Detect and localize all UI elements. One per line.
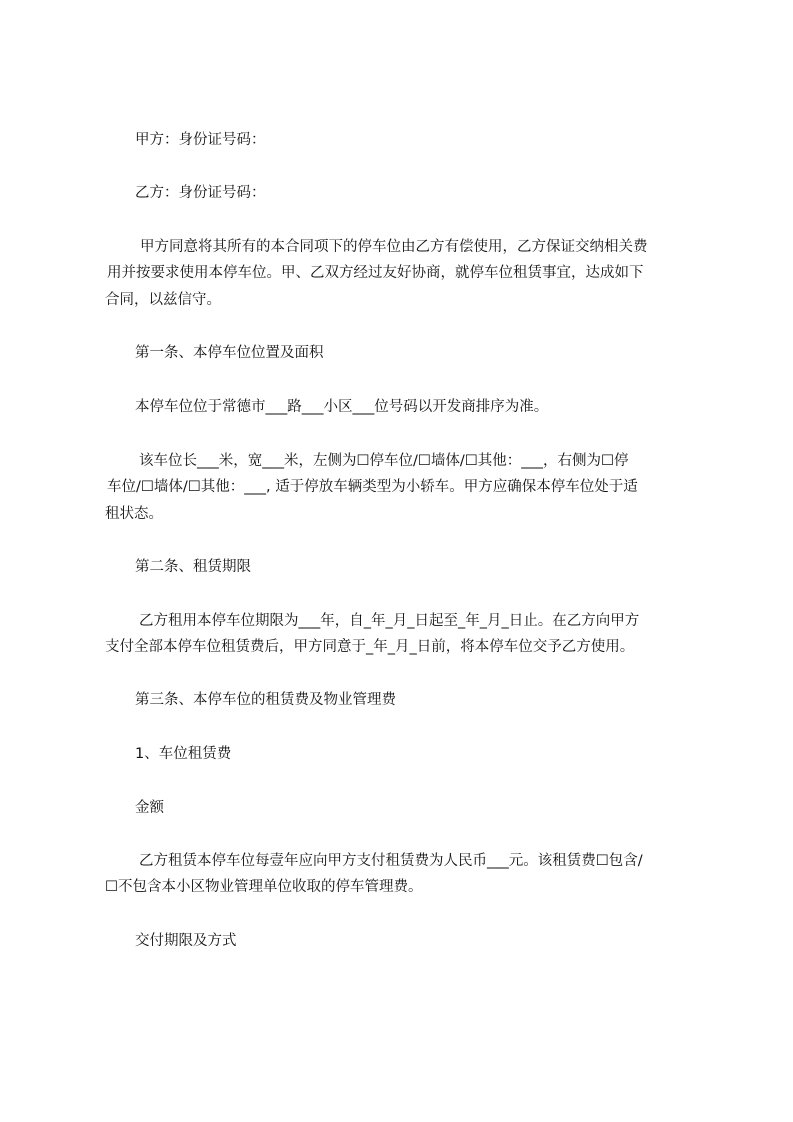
amount-label: 金额 bbox=[135, 800, 164, 816]
size-paragraph-line: 租状态。 bbox=[105, 506, 163, 522]
term-paragraph-line: 乙方租用本停车位期限为___年，自_年_月_日起至_年_月_日止。在乙方向甲方 bbox=[139, 613, 640, 629]
rent-paragraph-line: ☐不包含本小区物业管理单位收取的停车管理费。 bbox=[105, 879, 423, 895]
location-paragraph: 本停车位位于常德市___路___小区___位号码以开发商排序为准。 bbox=[135, 399, 549, 415]
size-paragraph-line: 车位/☐墙体/☐其他：___, 适于停放车辆类型为小轿车。甲方应确保本停车位处于适 bbox=[107, 479, 638, 495]
article-3-heading: 第三条、本停车位的租赁费及物业管理费 bbox=[135, 692, 396, 708]
intro-paragraph-line: 合同，以兹信守。 bbox=[105, 292, 221, 308]
rent-paragraph-line: 乙方租赁本停车位每壹年应向甲方支付租赁费为人民币___元。该租赁费☐包含/ bbox=[139, 853, 643, 869]
payment-terms-heading: 交付期限及方式 bbox=[135, 933, 237, 949]
size-paragraph-line: 该车位长___米，宽___米，左侧为☐停车位/☐墙体/☐其他：___，右侧为☐停 bbox=[139, 453, 629, 469]
intro-paragraph-line: 用并按要求使用本停车位。甲、乙双方经过友好协商，就停车位租赁事宜，达成如下 bbox=[107, 265, 644, 281]
article-1-heading: 第一条、本停车位位置及面积 bbox=[135, 345, 324, 361]
party-b-id-line: 乙方：身份证号码： bbox=[135, 185, 266, 201]
intro-paragraph-line: 甲方同意将其所有的本合同项下的停车位由乙方有偿使用，乙方保证交纳相关费 bbox=[140, 239, 648, 255]
article-2-heading: 第二条、租赁期限 bbox=[135, 559, 251, 575]
rent-subheading: 1、车位租赁费 bbox=[135, 746, 232, 762]
term-paragraph-line: 支付全部本停车位租赁费后，甲方同意于_年_月_日前，将本停车位交予乙方使用。 bbox=[105, 639, 635, 655]
party-a-id-line: 甲方：身份证号码： bbox=[135, 132, 266, 148]
